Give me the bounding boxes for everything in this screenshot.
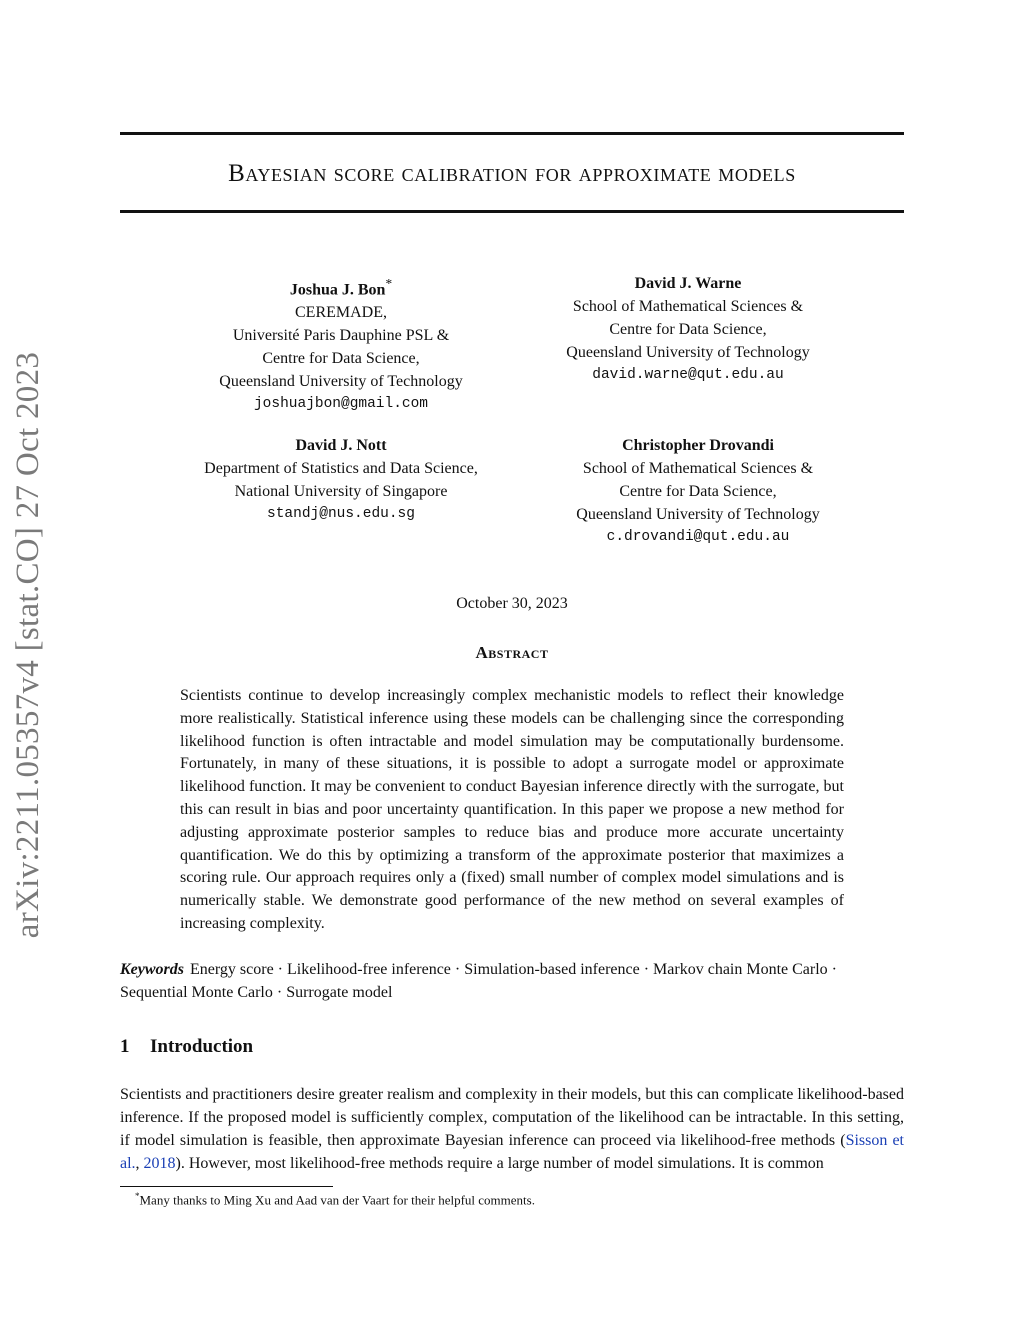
- affiliation-line: Centre for Data Science,: [262, 350, 420, 368]
- abstract-heading: Abstract: [475, 643, 549, 662]
- affiliation-line: Université Paris Dauphine PSL &: [232, 327, 450, 345]
- affiliation-line: Queensland University of Technology: [576, 506, 820, 523]
- author-email[interactable]: c.drovandi@qut.edu.au: [606, 529, 790, 545]
- arxiv-identifier: arXiv:2211.05357v4 [stat.CO] 27 Oct 2023: [10, 351, 46, 939]
- affiliation-line: Centre for Data Science,: [619, 483, 777, 500]
- affiliation-line: School of Mathematical Sciences &: [582, 460, 814, 477]
- paper-date: October 30, 2023: [456, 595, 568, 612]
- author-name: Christopher Drovandi: [622, 437, 774, 454]
- affiliation-line: Queensland University of Technology: [219, 373, 463, 391]
- footnote-mark: *: [135, 1191, 140, 1201]
- author-name: Joshua J. Bon*: [289, 276, 393, 299]
- section-title: Introduction: [150, 1036, 254, 1057]
- affiliation-line: Department of Statistics and Data Science,: [204, 460, 478, 477]
- introduction-paragraph: Scientists and practitioners desire greater realism and complexity in their models, but this can complicate likelihood-based inference. If the proposed model is sufficiently complex, computation of the likelihood can be intractable. In this setting, if model simulation is feasible, then approximate Bayesian inference can proceed via likelihood-free methods (Sisson et al., 2018). However, most likelihood-free methods require a large number of model simulations. It is common: [120, 1086, 905, 1172]
- section-number: 1: [120, 1036, 130, 1057]
- author-name: David J. Warne: [634, 275, 742, 292]
- author-email[interactable]: standj@nus.edu.sg: [267, 506, 415, 522]
- author-name: David J. Nott: [295, 437, 387, 454]
- affiliation-line: National University of Singapore: [234, 483, 448, 500]
- title-bottom-rule: [120, 210, 904, 213]
- keywords: [120, 958, 904, 1004]
- author-email[interactable]: david.warne@qut.edu.au: [592, 367, 784, 383]
- author-block-1: [176, 272, 506, 416]
- footnote: [135, 1191, 535, 1208]
- author-block-3: [176, 434, 506, 526]
- affiliation-line: CEREMADE,: [295, 304, 387, 322]
- author-block-4: [533, 434, 863, 549]
- affiliation-line: School of Mathematical Sciences &: [572, 298, 804, 315]
- abstract-text: Scientists continue to develop increasingly complex mechanistic models to reflect their knowledge more realistically. Statistical inference using these models can be challenging since the corresponding likelihood function is often intractable and model simulation may be computationally burdensome. Fortunately, in many of these situations, it is possible to adopt a surrogate model or approximate likelihood function. It may be convenient to conduct Bayesian inference directly with the surrogate, but this can result in bias and poor uncertainty quantification. In this paper we propose a new method for adjusting approximate posterior samples to reduce bias and produce more accurate uncertainty quantification. We do this by optimizing a transform of the approximate posterior that maximizes a scoring rule. Our approach requires only a (fixed) small number of complex model simulations and is numerically stable. We demonstrate good performance of the new method on several examples of increasing complexity.: [180, 687, 844, 932]
- footnote-text: Many thanks to Ming Xu and Aad van der Vaart for their helpful comments.: [139, 1192, 535, 1208]
- title-top-rule: [120, 132, 904, 135]
- footnote-rule: [120, 1186, 333, 1187]
- paper-title: Bayesian score calibration for approximate models: [228, 160, 796, 187]
- author-email[interactable]: joshuajbon@gmail.com: [253, 396, 429, 413]
- affiliation-line: Centre for Data Science,: [609, 321, 767, 338]
- keywords-list: Energy score · Likelihood-free inference · Simulation-based inference · Markov chain Monte Carlo · Sequential Monte Carlo · Surrogate model: [120, 961, 838, 1001]
- citation-link-authors[interactable]: Sisson et al.: [120, 1132, 905, 1172]
- affiliation-line: Queensland University of Technology: [566, 344, 810, 361]
- author-block-2: [523, 272, 853, 387]
- citation-link-year[interactable]: 2018: [143, 1155, 176, 1172]
- section-heading-introduction: [120, 1036, 253, 1058]
- keywords-label: Keywords: [120, 961, 184, 978]
